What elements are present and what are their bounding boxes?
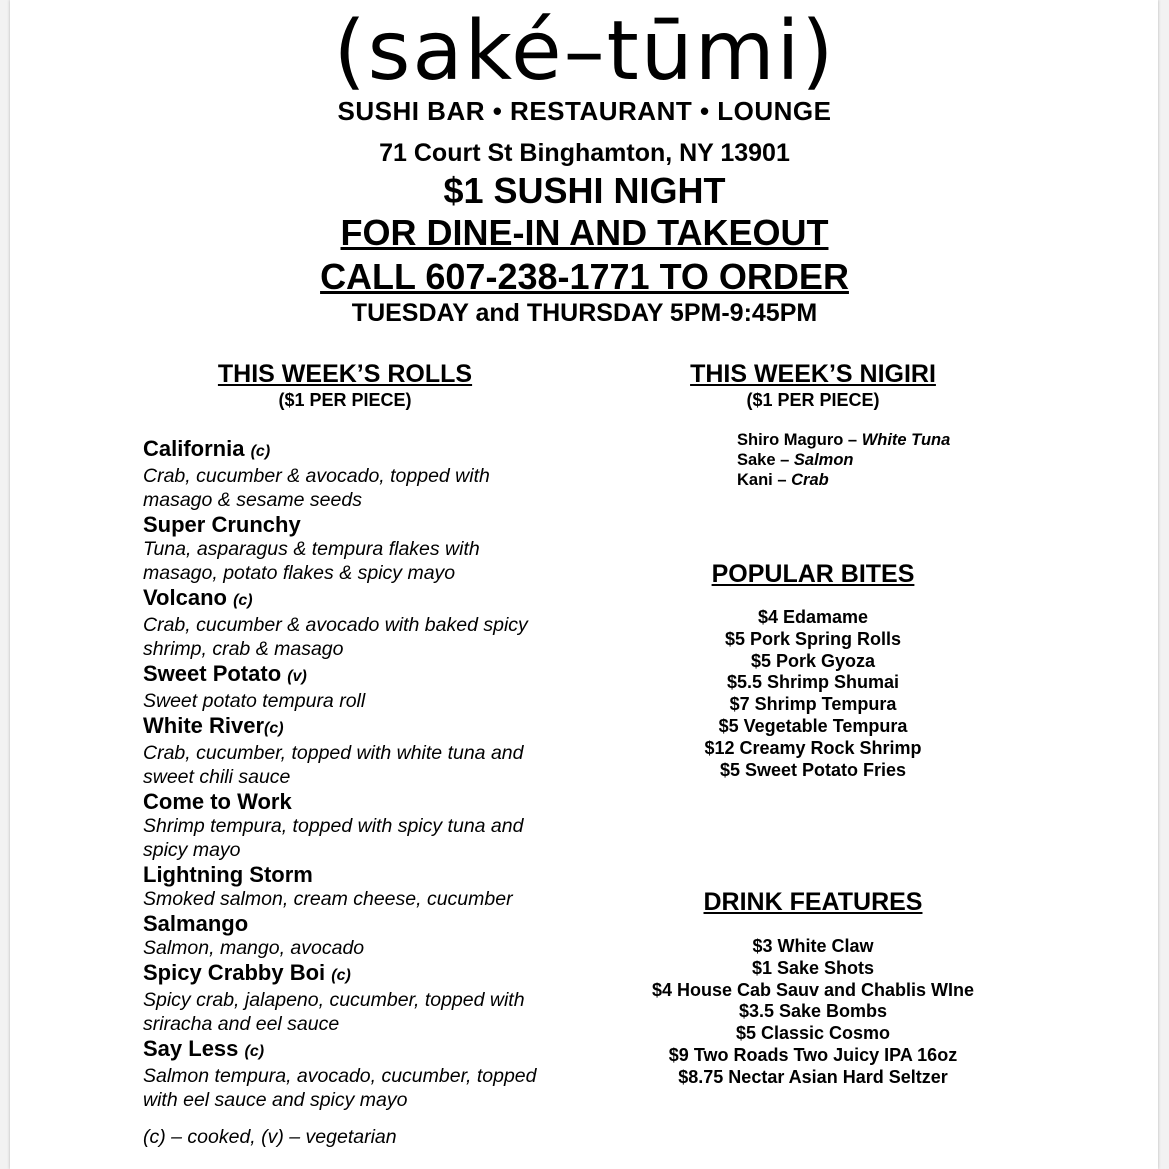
nigiri-title: THIS WEEK’S NIGIRI <box>690 360 936 388</box>
roll-name: Spicy Crabby Boi <box>143 960 326 985</box>
promo-title: $1 SUSHI NIGHT <box>443 170 726 211</box>
roll-description: Crab, cucumber, topped with white tuna and <box>143 742 524 764</box>
promo-dine-in: FOR DINE-IN AND TAKEOUT <box>340 212 829 253</box>
drink-item: $3 White Claw <box>752 936 874 956</box>
nigiri-japanese-name: Shiro Maguro – <box>737 431 862 449</box>
roll-item <box>143 512 603 585</box>
roll-tag: (c) <box>264 720 284 737</box>
roll-name: White River <box>143 713 265 738</box>
roll-item <box>143 713 603 789</box>
address: 71 Court St Binghamton, NY 13901 <box>379 139 790 167</box>
nigiri-japanese-name: Sake – <box>737 451 794 469</box>
rolls-title: THIS WEEK’S ROLLS <box>217 360 473 388</box>
bite-item: $5 Pork Spring Rolls <box>724 628 902 649</box>
bite-item: $12 Creamy Rock Shrimp <box>704 737 922 758</box>
roll-name: Say Less <box>143 1036 239 1061</box>
bite-item: $5 Pork Gyoza <box>750 650 876 671</box>
restaurant-logo: (saké–tūmi) <box>333 4 836 99</box>
roll-description: Spicy crab, jalapeno, cucumber, topped with <box>143 989 525 1011</box>
rolls-subtitle: ($1 PER PIECE) <box>278 390 412 410</box>
roll-item <box>143 911 603 960</box>
bites-title: POPULAR BITES <box>711 560 915 588</box>
drinks-list <box>613 936 1013 1089</box>
nigiri-english-name: White Tuna <box>861 431 951 449</box>
bite-item: $5 Vegetable Tempura <box>718 715 908 736</box>
roll-item <box>143 585 603 661</box>
roll-name-line <box>143 1036 603 1064</box>
roll-name-line <box>143 436 603 464</box>
nigiri-subtitle: ($1 PER PIECE) <box>746 390 880 410</box>
drink-item: $5 Classic Cosmo <box>735 1023 891 1044</box>
nigiri-list <box>737 430 950 490</box>
roll-name-line <box>143 862 603 887</box>
drink-item: $1 Sake Shots <box>751 957 875 978</box>
roll-description: with eel sauce and spicy mayo <box>143 1089 408 1111</box>
roll-name: Lightning Storm <box>143 862 313 887</box>
roll-description: Salmon tempura, avocado, cucumber, topped <box>143 1065 537 1087</box>
roll-description: masago & sesame seeds <box>143 489 362 511</box>
roll-item <box>143 862 603 911</box>
nigiri-english-name: Salmon <box>793 451 854 469</box>
roll-name-line <box>143 661 603 689</box>
roll-name: Volcano <box>143 585 227 610</box>
drink-item: $9 Two Roads Two Juicy IPA 16oz <box>668 1044 958 1065</box>
roll-description: masago, potato flakes & spicy mayo <box>143 562 456 584</box>
drink-item: $8.75 Nectar Asian Hard Seltzer <box>678 1066 948 1087</box>
roll-name-line <box>143 911 603 936</box>
bites-list <box>613 607 1013 781</box>
legend: (c) – cooked, (v) – vegetarian <box>143 1126 397 1148</box>
bite-item: $7 Shrimp Tempura <box>729 694 897 715</box>
roll-tag: (c) <box>250 443 271 460</box>
rolls-list <box>143 436 603 1112</box>
bite-item: $4 Edamame <box>757 607 869 627</box>
roll-description: Crab, cucumber & avocado, topped with <box>143 465 490 487</box>
drink-item: $4 House Cab Sauv and Chablis WIne <box>651 979 975 1000</box>
tagline: SUSHI BAR • RESTAURANT • LOUNGE <box>337 96 832 126</box>
roll-description: Sweet potato tempura roll <box>143 690 366 712</box>
roll-tag: (c) <box>244 1043 265 1060</box>
roll-item <box>143 960 603 1036</box>
promo-phone: CALL 607-238-1771 TO ORDER <box>320 256 849 297</box>
roll-name: Come to Work <box>143 789 292 814</box>
bite-item: $5.5 Shrimp Shumai <box>726 672 900 693</box>
roll-tag: (v) <box>287 668 307 685</box>
roll-item <box>143 1036 603 1112</box>
nigiri-item <box>737 470 950 490</box>
nigiri-japanese-name: Kani – <box>737 471 792 489</box>
roll-item <box>143 436 603 512</box>
roll-description: Salmon, mango, avocado <box>143 937 365 959</box>
bite-item: $5 Sweet Potato Fries <box>719 759 907 780</box>
roll-name-line <box>143 585 603 613</box>
roll-tag: (c) <box>331 967 351 984</box>
nigiri-english-name: Crab <box>791 471 829 489</box>
drink-item: $3.5 Sake Bombs <box>738 1001 888 1022</box>
roll-description: shrimp, crab & masago <box>143 638 344 660</box>
roll-item <box>143 789 603 862</box>
roll-name-line <box>143 512 603 537</box>
hours: TUESDAY and THURSDAY 5PM-9:45PM <box>351 299 818 327</box>
nigiri-item <box>737 450 950 470</box>
roll-description: Smoked salmon, cream cheese, cucumber <box>143 888 513 910</box>
roll-name: California <box>143 436 245 461</box>
roll-name: Sweet Potato <box>143 661 282 686</box>
roll-description: Crab, cucumber & avocado with baked spicy <box>143 614 528 636</box>
roll-name: Salmango <box>143 911 249 936</box>
roll-description: spicy mayo <box>143 839 241 861</box>
roll-description: Shrimp tempura, topped with spicy tuna and <box>143 815 524 837</box>
roll-tag: (c) <box>233 592 253 609</box>
roll-description: sweet chili sauce <box>143 766 291 788</box>
roll-description: sriracha and eel sauce <box>143 1013 340 1035</box>
nigiri-item <box>737 430 950 450</box>
roll-name-line <box>143 960 603 988</box>
roll-name-line <box>143 789 603 814</box>
roll-name: Super Crunchy <box>143 512 301 537</box>
roll-name-line <box>143 713 603 741</box>
roll-description: Tuna, asparagus & tempura flakes with <box>143 538 480 560</box>
drinks-title: DRINK FEATURES <box>703 888 923 916</box>
roll-item <box>143 661 603 713</box>
